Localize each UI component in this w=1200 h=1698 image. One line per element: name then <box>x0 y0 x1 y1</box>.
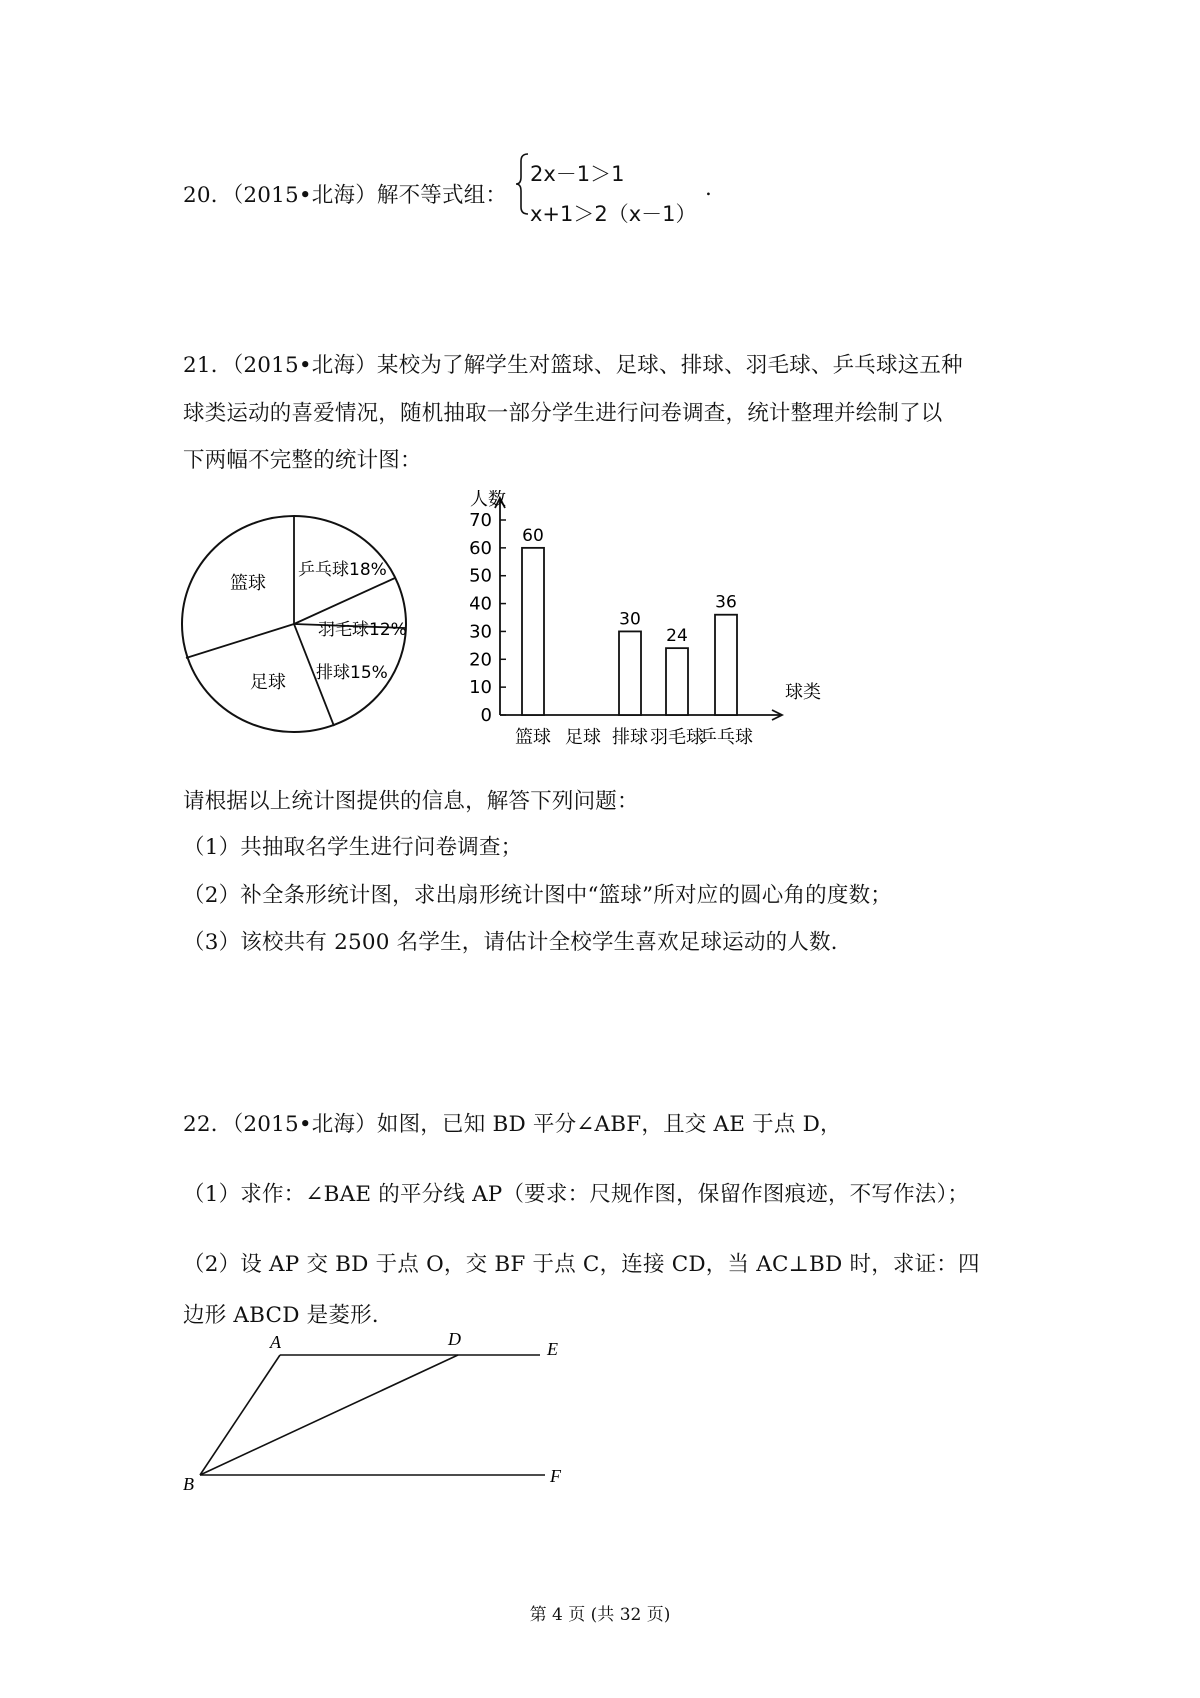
q20-suffix: . <box>705 176 713 201</box>
q21-item-2: （2）补全条形统计图，求出扇形统计图中“篮球”所对应的圆心角的度数； <box>183 883 892 908</box>
q21-instruction: 请根据以上统计图提供的信息，解答下列问题： <box>183 789 639 814</box>
point-label-F: F <box>550 1466 561 1486</box>
pie-label-basketball: 篮球 <box>230 573 266 594</box>
pie-divider-badminton <box>294 578 395 624</box>
q20-prefix: 20．（2015•北海）解不等式组： <box>183 183 508 208</box>
bar-4 <box>715 615 737 715</box>
geometry-figure <box>170 1330 580 1495</box>
bar-chart <box>440 490 860 755</box>
point-label-B: B <box>183 1474 194 1494</box>
q21-line-1: 21．（2015•北海）某校为了解学生对篮球、足球、排球、羽毛球、乒乓球这五种 <box>183 353 963 378</box>
bar-2 <box>619 631 641 715</box>
x-tick-label: 篮球 <box>515 727 551 748</box>
bar-value-label: 36 <box>715 592 737 613</box>
pie-label-badminton: 羽毛球12% <box>318 620 407 640</box>
q21-item-1: （1）共抽取名学生进行问卷调查； <box>183 835 523 860</box>
point-label-A: A <box>270 1332 281 1352</box>
pie-label-pingpong: 乒乓球18% <box>298 560 387 580</box>
system-brace-icon <box>515 153 529 215</box>
q22-line-1: 22．（2015•北海）如图，已知 BD 平分∠ABF，且交 AE 于点 D， <box>183 1112 842 1137</box>
pie-divider-basketball <box>186 624 294 658</box>
segment-BD <box>200 1355 458 1475</box>
y-tick-label: 50 <box>469 565 492 587</box>
x-axis-label: 球类 <box>785 682 821 703</box>
x-tick-label: 乒乓球 <box>699 727 753 748</box>
bar-value-label: 30 <box>619 609 641 630</box>
x-tick-label: 足球 <box>565 727 601 748</box>
q21-line-3: 下两幅不完整的统计图： <box>183 448 422 473</box>
point-label-D: D <box>448 1330 461 1349</box>
point-label-E: E <box>547 1339 558 1359</box>
q21-line-2: 球类运动的喜爱情况，随机抽取一部分学生进行问卷调查，统计整理并绘制了以 <box>183 401 943 426</box>
y-tick-label: 60 <box>469 537 492 559</box>
y-axis-label: 人数 <box>470 490 506 510</box>
y-tick-label: 30 <box>469 621 492 643</box>
y-tick-label: 70 <box>469 510 492 531</box>
y-tick-label: 40 <box>469 593 492 615</box>
page-footer: 第 4 页 (共 32 页) <box>529 1605 671 1625</box>
pie-chart <box>170 500 450 750</box>
y-tick-label: 10 <box>469 677 492 699</box>
x-tick-label: 羽毛球 <box>650 727 704 748</box>
x-tick-label: 排球 <box>612 727 648 748</box>
bar-3 <box>666 648 688 715</box>
y-tick-label: 20 <box>469 649 492 671</box>
q22-line-3: （2）设 AP 交 BD 于点 O，交 BF 于点 C，连接 CD，当 AC⊥BD 时，求证：四 <box>183 1252 980 1277</box>
q20-inequality-1: 2x－1＞1 <box>530 162 625 186</box>
bar-value-label: 24 <box>666 626 688 647</box>
bar-value-label: 60 <box>522 525 544 546</box>
q22-line-2: （1）求作：∠BAE 的平分线 AP（要求：尺规作图，保留作图痕迹，不写作法）； <box>183 1182 970 1207</box>
q22-line-4: 边形 ABCD 是菱形. <box>183 1303 379 1328</box>
pie-label-volleyball: 排球15% <box>316 663 388 683</box>
q21-item-3: （3）该校共有 2500 名学生，请估计全校学生喜欢足球运动的人数. <box>183 930 838 955</box>
y-tick-label: 0 <box>480 705 492 726</box>
pie-label-football: 足球 <box>250 672 286 693</box>
q20-inequality-2: x+1＞2（x－1） <box>530 202 697 226</box>
bar-0 <box>522 548 544 715</box>
